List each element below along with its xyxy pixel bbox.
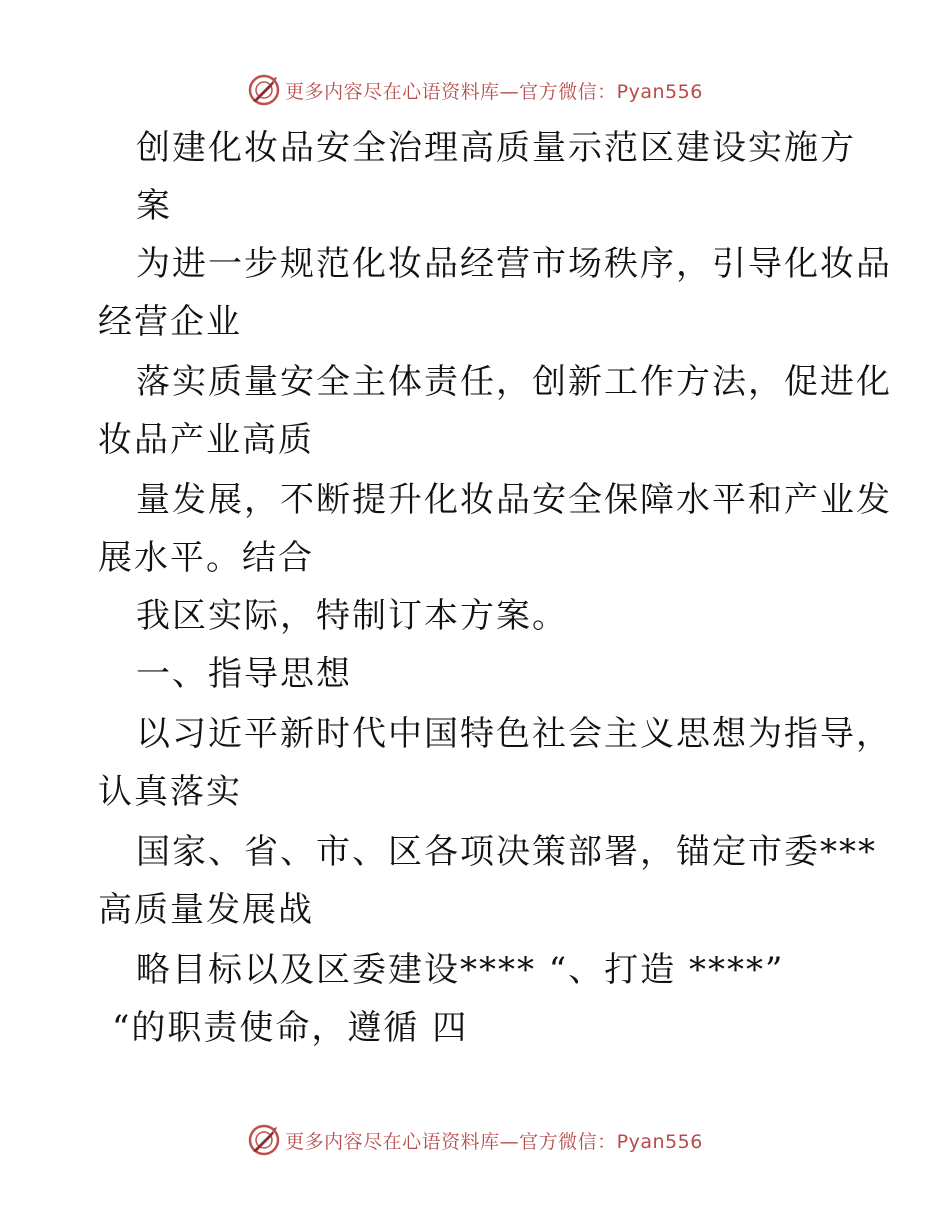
- doc-line: 落实质量安全主体责任，创新工作方法，促进化: [136, 362, 892, 402]
- pen-logo-icon: [247, 1123, 281, 1157]
- doc-line: 高质量发展战: [98, 890, 314, 930]
- doc-line: 妆品产业高质: [98, 420, 314, 460]
- section-heading: 一、指导思想: [136, 654, 352, 694]
- doc-line: 我区实际，特制订本方案。: [136, 596, 568, 636]
- watermark-text: 更多内容尽在心语资料库—官方微信：Pyan556: [285, 1130, 703, 1153]
- doc-line: 为进一步规范化妆品经营市场秩序，引导化妆品: [136, 244, 892, 284]
- doc-line: 国家、省、市、区各项决策部署，锚定市委***: [136, 832, 877, 872]
- watermark-text: 更多内容尽在心语资料库—官方微信：Pyan556: [285, 80, 703, 103]
- doc-line: 量发展，不断提升化妆品安全保障水平和产业发: [136, 480, 892, 520]
- doc-line: 认真落实: [98, 772, 242, 812]
- doc-line: 以习近平新时代中国特色社会主义思想为指导，: [136, 714, 892, 754]
- doc-line: 略目标以及区委建设**** “、打造 ****”: [136, 950, 785, 990]
- watermark-footer: [0, 1120, 950, 1160]
- doc-line: 展水平。结合: [98, 538, 314, 578]
- doc-line: “的职责使命，遵循 四: [112, 1008, 469, 1048]
- doc-line: 案: [136, 186, 172, 226]
- doc-line-title: 创建化妆品安全治理高质量示范区建设实施方: [136, 128, 856, 168]
- doc-line: 经营企业: [98, 302, 242, 342]
